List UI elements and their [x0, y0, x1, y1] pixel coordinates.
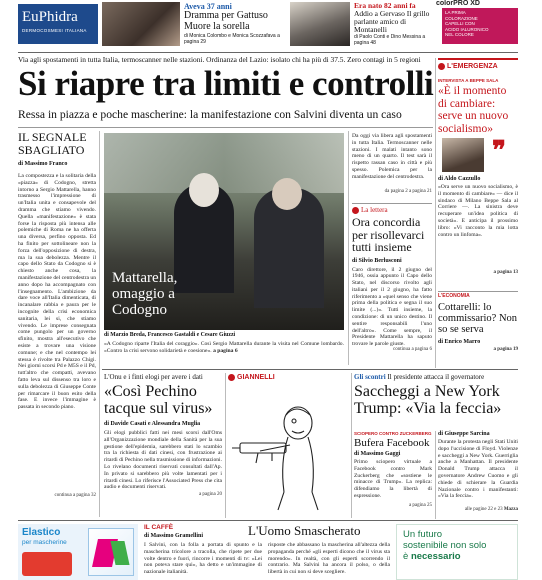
facebook-headline[interactable]: Bufera Facebook: [354, 437, 430, 449]
editorial-author: di Massimo Franco: [18, 161, 68, 167]
caffe-block: [144, 524, 390, 580]
editorial-body: La compostezza e la solitaria della «piazza» di Codogno, stretta intorno a Sergio Mattarella, hanno trasmesso l'impressione di un'Italia unita e consapevole del dramma che stiamo vivendo. Quella «manifestazione» è stata forse la risposta più intensa alle polemiche di Roma ne ha offerta una diversa, perfino opposta. Ed ha finito per sottolineare non la forza dell'opposizione di destra, ma la sua debolezza. Mentre il capo dello Stato da Codogno si è chiesto anche cosa, la manifestazione del centrodestra un anno dopo ha accompagnato con l'insegnamento. L'ambizione da dare voce all'Italia dimenticata, di incanalare rabbia e paura per le incognite della crisi economica sanitaria, lei si, che stiamo vivendo. Le imprese consegnata come pungolo per un governo sfinito, mostra all'esecutivo che esiste a trovare una visione comune; e che nel contempo lei stessa è rivolte tra Palazzo Chigi. Nei giorni scorsi Pd e M5S e il Pd, tutt'altro che compatti, avevano fatto leva sul dissenso tra loro e sulla debolezza di Giuseppe Conte per rimarcare il buon esito della fase. E invece l'immagine è passata in secondo piano.: [18, 173, 96, 411]
teaser-authors: di Paolo Conti e Dino Messina: [354, 34, 421, 40]
caffe-headline[interactable]: L'Uomo Smascherato: [248, 523, 361, 538]
photo-page[interactable]: a pagina 6: [213, 347, 238, 354]
photo-quote: «A Codogno riparte l'Italia del coraggio». Così Sergio Mattarella durante la visita nel Comune lombardo. «Contro la crisi servono solidarietà e coesione». a pagina 6: [104, 341, 344, 354]
teaser-page: a pagina 48: [354, 34, 426, 46]
main-headline[interactable]: Si riapre tra limiti e controlli: [18, 64, 434, 103]
colorpro-line: CAPELLI CON: [445, 21, 475, 26]
caffe-body-b: risposte che abbassano la mascherina all'altezza della propaganda perché «gli esperti dicono che il virus sta morendo». In realtà, con gli esperti scorrendo il contrario. Ma Salvini ha ancora il polso, o della libertà in cui non si deve scegliere.: [268, 542, 390, 576]
main-overline: Via agli spostamenti in tutta Italia, termoscanner nelle stazioni. Ordinanza del Lazio: isolato chi ha più di 37.5. Zero contagi in 5 regioni: [18, 55, 421, 64]
emergenza-section: L'EMERGENZA: [447, 63, 498, 70]
emergenza-interview: INTERVISTA A BEPPE SALA: [438, 78, 499, 83]
elastico-package: [88, 528, 134, 576]
cartoon-gun: [240, 443, 286, 453]
cartoon-icon: [228, 374, 235, 381]
facebook-body: Primo sciopero virtuale a Facebook contro Mark Zuckerberg che «sostiene le minacce di Trump». La replica: difendiamo la libertà di espressione.: [354, 459, 432, 499]
future-line3: è: [403, 551, 409, 562]
future-line2: sostenibile non solo: [403, 540, 487, 551]
lettera-more[interactable]: continua a pagina 6: [392, 346, 432, 352]
cartoon-legs: [278, 492, 318, 510]
lettera-body: Caro direttore, il 2 giugno del 1946, ossia appunto il Capo dello Stato, nel discorso rivolto agli italiani per il 2 giugno, ha fatto riferimento a «quel senso che viene prima della politica e segna il suo limite (...)». Tutti insieme, la condizione: di un unico destino. Il sentire responsabili l'uno dell'altro». Come sempre, il Presidente Mattarella ha saputo trovare le parole giuste.: [352, 266, 432, 347]
cartoon-eye: [292, 419, 296, 423]
pechino-authors: di Davide Casati e Alessandra Muglia: [104, 421, 201, 427]
usa-kicker-b: Il presidente attacca il governatore: [387, 373, 485, 381]
usa-page[interactable]: alle pagine 22 e 23: [464, 507, 503, 512]
gervaso-photo: [290, 2, 350, 46]
teaser-headline: Dramma per Gattuso Muore la sorella: [184, 10, 268, 32]
pechino-more[interactable]: a pagina 20: [198, 492, 222, 497]
economia-author: di Enrico Marro: [438, 339, 481, 345]
teaser-gattuso[interactable]: [102, 2, 282, 46]
coronavirus-icon: [438, 63, 445, 70]
main-body: Da oggi via libera agli spostamenti in tutta Italia. Termoscanner nelle stazioni. I malati intanto sono meno di un quarto. Il test sarà il rispetto rassan caso in città e più spesso. Polemica per la manifestazione del centrodestra.: [352, 133, 432, 180]
cartoon-mouth: [292, 431, 304, 433]
editorial-column: [18, 131, 96, 517]
usa-body: Durante la protesta negli Stati Uniti dopo l'uccisione di Floyd. Violenze e saccheggi a New York. Guerriglia anche a Manhattan. Il presidente Donald Trump attacca il governatore Andrew Cuomo e gli chiede di schierare la Guardia Nazionale contro i manifestanti: «Via la feccia».: [438, 439, 518, 500]
emergenza-block: [438, 58, 518, 290]
pechino-block: [104, 373, 222, 518]
emergenza-body: «Ora serve un nuovo socialismo, è il momento di cambiare» — dice il sindaco di Milano Beppe Sala al Corriere —. La sinistra deve recuperare un'idea politica di società». E anticipa il prossimo libro: «Vi racconto la mia lotta contro un linfoma».: [438, 184, 518, 238]
usa-kicker-a: Gli scontri: [354, 373, 386, 381]
teaser-headline: Addio a Gervaso Il grillo parlante amico di Montanelli: [354, 9, 430, 34]
giannelli-cartoon[interactable]: [228, 373, 348, 518]
elastico-line2: per mascherine: [22, 539, 67, 546]
elastico-product: [22, 552, 72, 576]
pechino-body: Gli elogi pubblici fatti nei mesi scorsi dall'Oms all'Organizzazione mondiale della Sanità per la sua gestione dell'epidemia, sarebbero stati lo scambio tra la richiesta di dati cinesi, con frustrazione ai ritardi di Pechino nella trasmissione di informazioni. Lo rivelano documenti riservati consultati dall'Ap. In privato si sarebbero più volte lamentati per i ritardi cinesi. Lo riferisce l'Associated Press che cita audio e documenti riservati.: [104, 430, 222, 491]
economia-section: L'ECONOMIA: [438, 293, 470, 299]
main-body-column: [352, 133, 432, 203]
elastico-ad[interactable]: [18, 524, 138, 580]
teaser-gervaso[interactable]: [290, 2, 430, 46]
giannelli-label: GIANNELLI: [237, 374, 275, 381]
sala-photo: [442, 138, 484, 172]
future-line4: necessario: [410, 551, 461, 562]
cartoon-figure: [232, 407, 318, 510]
teaser-kicker: Era nato 82 anni fa: [354, 1, 416, 10]
caffe-author: di Massimo Gramellini: [144, 533, 203, 539]
editorial-title[interactable]: IL SEGNALE SBAGLIATO: [18, 130, 87, 157]
teaser-authors: di Monica Colombo e Monica Scozzafava: [184, 33, 276, 39]
economia-block: [438, 293, 518, 365]
editorial-more[interactable]: continua a pagina 32: [54, 493, 96, 498]
facebook-page[interactable]: a pagina 25: [408, 503, 432, 508]
colorpro-line: NEL COLORE: [445, 32, 474, 37]
teaser-kicker: Aveva 37 anni: [184, 2, 232, 11]
euphidra-ad[interactable]: [18, 4, 98, 44]
emergenza-page[interactable]: a pagina 13: [493, 270, 518, 275]
lettera-author: di Silvio Berlusconi: [352, 257, 402, 264]
cartoon-drawing: [228, 385, 348, 515]
usa-block: [354, 373, 518, 521]
cartoon-head: [284, 407, 312, 439]
elastico-line1: Elastico: [22, 527, 61, 538]
lettera-kicker: La lettera: [361, 206, 388, 214]
colorpro-box: [442, 8, 518, 44]
photo-authors: di Marzio Breda, Francesco Gastaldi e Cesare Giuzzi: [104, 332, 236, 338]
usa-author: di Giuseppe Sarcina: [438, 431, 490, 437]
main-subhead: Ressa in piazza e poche mascherine: la manifestazione con Salvini diventa un caso: [18, 108, 402, 121]
photo-caption-title[interactable]: Mattarella, omaggio a Codogno: [112, 270, 178, 318]
emergenza-headline[interactable]: «È il momento di cambiare: serve un nuovo socialismo»: [438, 85, 509, 135]
mattarella-photo[interactable]: [104, 133, 344, 330]
economia-headline[interactable]: Cottarelli: lo commissario? Non so se serva: [438, 302, 518, 335]
teaser-page: a pagina 29: [184, 33, 280, 45]
emergenza-author: di Aldo Cazzullo: [438, 176, 481, 182]
lettera-headline[interactable]: Ora concordia per risollevarci tutti insieme: [352, 215, 425, 254]
caffe-body-a: I Salvini, con la folla a portata di spunto e la mascherina tricolore a tracolla, che ripete per due volte dentro e fuori, rincorre i momenti di tv: «Lei non poteva stare qui», ha detto e un'immagine di nazionale italianità.: [144, 542, 262, 576]
lettera-block: [352, 206, 432, 366]
colorpro-ad[interactable]: [436, 0, 524, 46]
colorpro-line: ACIDO IALURONICO: [445, 26, 489, 32]
colorpro-brand: colorPRO XD: [436, 0, 480, 7]
main-more[interactable]: da pagina 2 a pagina 21: [384, 189, 432, 194]
colorpro-line: COLORAZIONE: [445, 15, 478, 21]
facebook-author: di Massimo Gaggi: [354, 451, 401, 457]
future-ad[interactable]: [396, 524, 518, 580]
pechino-headline[interactable]: «Così Pechino tacque sul virus»: [104, 383, 213, 417]
colorpro-line: LA PRIMA: [445, 10, 466, 15]
usa-main-text: [438, 431, 518, 519]
gattuso-photo: [102, 2, 180, 46]
facebook-kicker: SCIOPERO CONTRO ZUCKERBERG: [354, 431, 432, 436]
euphidra-sub: DERMOCOSMESI ITALIANA: [22, 28, 87, 33]
future-line1: Un futuro: [403, 529, 443, 540]
caffe-label: IL CAFFÈ: [144, 524, 174, 531]
economia-page[interactable]: a pagina 19: [493, 347, 518, 352]
euphidra-brand: EuPhidra: [22, 9, 78, 25]
usa-headline[interactable]: Saccheggi a New York Trump: «Via la feccia»: [354, 383, 502, 417]
facebook-sidebar: [354, 431, 432, 519]
pechino-kicker: L'Onu e i finti elogi per avere i dati: [104, 373, 203, 381]
quote-icon: ❞: [492, 136, 506, 165]
usa-sponsor: Mazza: [503, 507, 518, 512]
letter-icon: [352, 207, 359, 214]
